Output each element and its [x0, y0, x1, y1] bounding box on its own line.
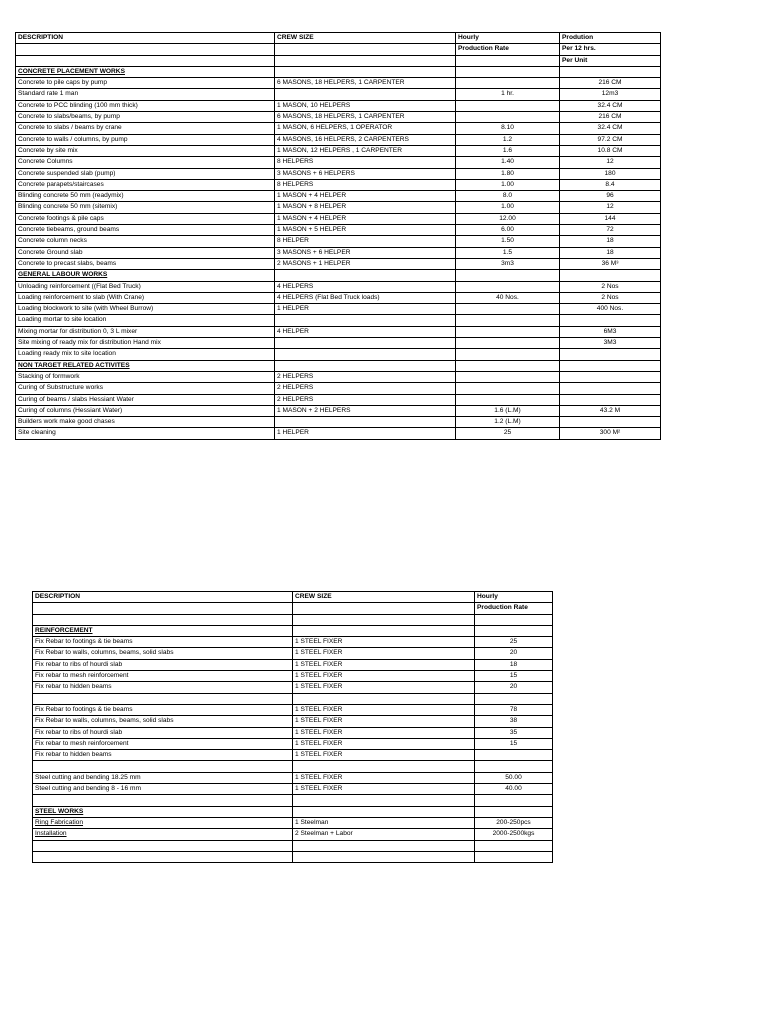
row-description: [33, 851, 293, 862]
row-production: 400 Nos.: [560, 304, 661, 315]
row-crew-size: 1 MASON + 4 HELPER: [275, 213, 456, 224]
row-crew-size: 8 HELPER: [275, 236, 456, 247]
blank-row: [33, 795, 553, 806]
row-description: [33, 761, 293, 772]
table-row: [33, 727, 553, 738]
row-description: Site cleaning: [16, 428, 275, 439]
row-hourly-rate: [475, 806, 553, 817]
header-hourly-rate: Production Rate: [475, 603, 553, 614]
section-title: GENERAL LABOUR WORKS: [16, 270, 275, 281]
row-hourly-rate: 25: [456, 428, 560, 439]
row-hourly-rate: [456, 371, 560, 382]
header-spacer: [16, 44, 275, 55]
row-hourly-rate: 1.00: [456, 202, 560, 213]
row-description: Loading mortar to site location: [16, 315, 275, 326]
row-description: Steel cutting and bending 18.25 mm: [33, 772, 293, 783]
row-production: 2 Nos: [560, 281, 661, 292]
row-crew-size: [275, 315, 456, 326]
row-crew-size: 6 MASONS, 18 HELPERS, 1 CARPENTER: [275, 78, 456, 89]
header-spacer: [456, 55, 560, 66]
row-hourly-rate: [456, 100, 560, 111]
row-crew-size: 2 Steelman + Labor: [293, 829, 475, 840]
table-row: [16, 417, 661, 428]
table-row: [16, 315, 661, 326]
row-description: Concrete suspended slab (pump): [16, 168, 275, 179]
blank-row: [33, 693, 553, 704]
row-hourly-rate: 1.6: [456, 145, 560, 156]
row-hourly-rate: 20: [475, 648, 553, 659]
row-crew-size: 1 STEEL FIXER: [293, 716, 475, 727]
row-crew-size: [275, 89, 456, 100]
row-production: 18: [560, 236, 661, 247]
row-crew-size: 1 MASON, 10 HELPERS: [275, 100, 456, 111]
row-crew-size: 1 HELPER: [275, 428, 456, 439]
row-description: Builders work make good chases: [16, 417, 275, 428]
row-hourly-rate: [456, 66, 560, 77]
table-row: [16, 78, 661, 89]
header-spacer: [33, 603, 293, 614]
row-hourly-rate: 40.00: [475, 784, 553, 795]
row-production: [560, 349, 661, 360]
table-row: [33, 648, 553, 659]
row-crew-size: 1 STEEL FIXER: [293, 637, 475, 648]
row-description: Unloading reinforcement ((Flat Bed Truck): [16, 281, 275, 292]
row-crew-size: 1 MASON, 12 HELPERS , 1 CARPENTER: [275, 145, 456, 156]
section-title: STEEL WORKS: [33, 806, 293, 817]
row-crew-size: 1 STEEL FIXER: [293, 772, 475, 783]
blank-row: [33, 840, 553, 851]
row-description: Mixing mortar for distribution 0, 3 L mixer: [16, 326, 275, 337]
row-hourly-rate: 2000-2500kgs: [475, 829, 553, 840]
section-header-row: [16, 66, 661, 77]
row-hourly-rate: 38: [475, 716, 553, 727]
table-row: [16, 428, 661, 439]
row-crew-size: [293, 625, 475, 636]
table-row: [16, 338, 661, 349]
row-production: 36 M³: [560, 258, 661, 269]
row-description: Fix Rebar to footings & tie beams: [33, 637, 293, 648]
row-crew-size: 1 MASON + 2 HELPERS: [275, 405, 456, 416]
row-description: Fix rebar to mesh reinforcement: [33, 671, 293, 682]
row-hourly-rate: 12.00: [456, 213, 560, 224]
row-description: Fix rebar to ribs of hourdi slab: [33, 727, 293, 738]
table-row: [16, 281, 661, 292]
row-hourly-rate: [456, 112, 560, 123]
header-crew-size: CREW SIZE: [275, 33, 456, 44]
table-row: [16, 123, 661, 134]
table-row: [16, 405, 661, 416]
table-row: [16, 258, 661, 269]
row-hourly-rate: 50.00: [475, 772, 553, 783]
row-description: Concrete parapets/staircases: [16, 179, 275, 190]
row-description: Steel cutting and bending 8 - 16 mm: [33, 784, 293, 795]
row-description: Curing of columns (Hessiant Water): [16, 405, 275, 416]
blank-row: [33, 614, 553, 625]
row-hourly-rate: [456, 304, 560, 315]
row-description: Loading reinforcement to slab (With Crane): [16, 292, 275, 303]
section-title: NON TARGET RELATED ACTIVITES: [16, 360, 275, 371]
row-hourly-rate: 8.10: [456, 123, 560, 134]
table-row: [16, 112, 661, 123]
row-description: Stacking of formwork: [16, 371, 275, 382]
row-hourly-rate: [475, 840, 553, 851]
row-crew-size: 1 STEEL FIXER: [293, 750, 475, 761]
table-row: [33, 682, 553, 693]
table-row: [16, 89, 661, 100]
row-crew-size: 4 HELPERS: [275, 281, 456, 292]
section-title: CONCRETE PLACEMENT WORKS: [16, 66, 275, 77]
row-hourly-rate: 1 hr.: [456, 89, 560, 100]
row-hourly-rate: [456, 315, 560, 326]
table-row: [33, 637, 553, 648]
row-production: 180: [560, 168, 661, 179]
table-row: [16, 202, 661, 213]
row-crew-size: 1 STEEL FIXER: [293, 727, 475, 738]
row-crew-size: [275, 360, 456, 371]
row-hourly-rate: [456, 349, 560, 360]
row-crew-size: 1 HELPER: [275, 304, 456, 315]
row-description: [33, 840, 293, 851]
row-description: Fix Rebar to walls, columns, beams, solid slabs: [33, 648, 293, 659]
table-row: [16, 191, 661, 202]
row-hourly-rate: [475, 851, 553, 862]
row-production: 32.4 CM: [560, 100, 661, 111]
row-crew-size: 1 MASON + 5 HELPER: [275, 225, 456, 236]
row-hourly-rate: 6.00: [456, 225, 560, 236]
row-description: Concrete to PCC blinding (100 mm thick): [16, 100, 275, 111]
row-hourly-rate: 8.0: [456, 191, 560, 202]
row-hourly-rate: 1.50: [456, 236, 560, 247]
section-title: REINFORCEMENT: [33, 625, 293, 636]
row-production: 12: [560, 202, 661, 213]
row-description: Fix Rebar to footings & tie beams: [33, 704, 293, 715]
row-production: 2 Nos: [560, 292, 661, 303]
row-hourly-rate: 1.6 (L.M): [456, 405, 560, 416]
row-description: Concrete column necks: [16, 236, 275, 247]
row-crew-size: [275, 270, 456, 281]
row-description: Fix rebar to mesh reinforcement: [33, 738, 293, 749]
row-crew-size: 4 HELPER: [275, 326, 456, 337]
row-hourly-rate: 1.00: [456, 179, 560, 190]
row-hourly-rate: 15: [475, 671, 553, 682]
row-crew-size: 4 MASONS, 16 HELPERS, 2 CARPENTERS: [275, 134, 456, 145]
table-row: [33, 784, 553, 795]
header-crew-size: CREW SIZE: [293, 592, 475, 603]
row-production: 8.4: [560, 179, 661, 190]
table-row: [16, 394, 661, 405]
row-description: Site mixing of ready mix for distribution Hand mix: [16, 338, 275, 349]
row-hourly-rate: 1.2 (L.M): [456, 417, 560, 428]
row-hourly-rate: 40 Nos.: [456, 292, 560, 303]
row-crew-size: [293, 795, 475, 806]
row-production: 43.2 M: [560, 405, 661, 416]
header-spacer: [275, 44, 456, 55]
row-hourly-rate: 18: [475, 659, 553, 670]
row-description: Concrete by site mix: [16, 145, 275, 156]
row-description: Concrete to pile caps by pump: [16, 78, 275, 89]
blank-row: [33, 761, 553, 772]
section-header-row: [33, 625, 553, 636]
row-hourly-rate: 3m3: [456, 258, 560, 269]
table-row: [33, 817, 553, 828]
row-description: Concrete Columns: [16, 157, 275, 168]
row-crew-size: 1 STEEL FIXER: [293, 738, 475, 749]
row-crew-size: 2 MASONS + 1 HELPER: [275, 258, 456, 269]
table-row: [16, 100, 661, 111]
table-row: [33, 704, 553, 715]
table-header-row: [16, 55, 661, 66]
row-crew-size: [293, 851, 475, 862]
row-production: 216 CM: [560, 78, 661, 89]
table-row: [16, 326, 661, 337]
row-production: 216 CM: [560, 112, 661, 123]
row-crew-size: 2 HELPERS: [275, 371, 456, 382]
header-hourly-rate: Production Rate: [456, 44, 560, 55]
table-row: [16, 213, 661, 224]
row-crew-size: [293, 693, 475, 704]
row-hourly-rate: 1.2: [456, 134, 560, 145]
row-production: [560, 360, 661, 371]
row-production: [560, 270, 661, 281]
row-crew-size: 1 STEEL FIXER: [293, 784, 475, 795]
row-crew-size: 1 STEEL FIXER: [293, 659, 475, 670]
table-row: [16, 349, 661, 360]
row-description: Concrete to slabs/beams, by pump: [16, 112, 275, 123]
row-hourly-rate: [456, 78, 560, 89]
table-row: [16, 304, 661, 315]
row-description: Concrete tiebeams, ground beams: [16, 225, 275, 236]
row-production: 12m3: [560, 89, 661, 100]
reinforcement-production-table: [32, 591, 553, 863]
row-production: [560, 383, 661, 394]
row-crew-size: 6 MASONS, 18 HELPERS, 1 CARPENTER: [275, 112, 456, 123]
table-row: [16, 179, 661, 190]
header-description: DESCRIPTION: [16, 33, 275, 44]
row-crew-size: [275, 349, 456, 360]
row-description: Fix rebar to hidden beams: [33, 682, 293, 693]
row-crew-size: 8 HELPERS: [275, 179, 456, 190]
row-hourly-rate: [456, 281, 560, 292]
row-crew-size: [275, 417, 456, 428]
row-hourly-rate: [456, 394, 560, 405]
row-description: Concrete to slabs / beams by crane: [16, 123, 275, 134]
table-row: [33, 738, 553, 749]
row-production: 72: [560, 225, 661, 236]
table-row: [16, 236, 661, 247]
row-production: 32.4 CM: [560, 123, 661, 134]
table-row: [16, 383, 661, 394]
table-row: [33, 829, 553, 840]
row-description: Blinding concrete 50 mm (readymix): [16, 191, 275, 202]
row-hourly-rate: [475, 795, 553, 806]
row-crew-size: 8 HELPERS: [275, 157, 456, 168]
row-production: 3M3: [560, 338, 661, 349]
row-description: Fix Rebar to walls, columns, beams, solid slabs: [33, 716, 293, 727]
row-description: Concrete to precast slabs, beams: [16, 258, 275, 269]
row-crew-size: [275, 338, 456, 349]
table-header-row: [16, 33, 661, 44]
row-production: 12: [560, 157, 661, 168]
row-production: [560, 417, 661, 428]
row-description: Curing of beams / slabs Hessiant Water: [16, 394, 275, 405]
row-description: [33, 693, 293, 704]
row-crew-size: 1 STEEL FIXER: [293, 671, 475, 682]
row-hourly-rate: 15: [475, 738, 553, 749]
row-hourly-rate: 35: [475, 727, 553, 738]
row-production: 18: [560, 247, 661, 258]
header-hourly: Hourly: [456, 33, 560, 44]
row-crew-size: 1 STEEL FIXER: [293, 682, 475, 693]
row-production: [560, 66, 661, 77]
row-description: [33, 795, 293, 806]
row-crew-size: 1 STEEL FIXER: [293, 648, 475, 659]
row-description: Concrete to walls / columns, by pump: [16, 134, 275, 145]
row-hourly-rate: 1.40: [456, 157, 560, 168]
table-row: [33, 750, 553, 761]
row-hourly-rate: [456, 326, 560, 337]
header-production-unit: Per Unit: [560, 55, 661, 66]
header-hourly: Hourly: [475, 592, 553, 603]
row-production: 96: [560, 191, 661, 202]
row-crew-size: [293, 614, 475, 625]
row-description: Fix rebar to hidden beams: [33, 750, 293, 761]
row-description: Blinding concrete 50 mm (sitemix): [16, 202, 275, 213]
row-production: 144: [560, 213, 661, 224]
table-row: [16, 371, 661, 382]
row-crew-size: [293, 840, 475, 851]
row-hourly-rate: 1.80: [456, 168, 560, 179]
row-crew-size: [275, 66, 456, 77]
row-crew-size: 4 HELPERS (Flat Bed Truck loads): [275, 292, 456, 303]
row-description: Standard rate 1 man: [16, 89, 275, 100]
row-production: 97.2 CM: [560, 134, 661, 145]
row-crew-size: [293, 806, 475, 817]
row-hourly-rate: [475, 761, 553, 772]
header-production: Prodution: [560, 33, 661, 44]
row-hourly-rate: [475, 614, 553, 625]
row-production: 6M3: [560, 326, 661, 337]
header-spacer: [16, 55, 275, 66]
header-production-period: Per 12 hrs.: [560, 44, 661, 55]
row-description: Concrete Ground slab: [16, 247, 275, 258]
section-header-row: [16, 270, 661, 281]
section-header-row: [33, 806, 553, 817]
section-header-row: [16, 360, 661, 371]
row-hourly-rate: 78: [475, 704, 553, 715]
table-row: [33, 772, 553, 783]
table-row: [16, 157, 661, 168]
row-crew-size: 1 Steelman: [293, 817, 475, 828]
header-description: DESCRIPTION: [33, 592, 293, 603]
row-hourly-rate: 20: [475, 682, 553, 693]
header-spacer: [293, 603, 475, 614]
row-hourly-rate: [475, 750, 553, 761]
labour-production-table: [15, 32, 661, 440]
row-hourly-rate: [456, 270, 560, 281]
row-production: [560, 371, 661, 382]
blank-row: [33, 851, 553, 862]
table-row: [33, 671, 553, 682]
row-description: Installation: [33, 829, 293, 840]
table-row: [33, 716, 553, 727]
row-crew-size: 1 MASON, 6 HELPERS, 1 OPERATOR: [275, 123, 456, 134]
row-hourly-rate: 200-250pcs: [475, 817, 553, 828]
row-crew-size: 1 MASON + 8 HELPER: [275, 202, 456, 213]
row-crew-size: [293, 761, 475, 772]
row-production: [560, 394, 661, 405]
row-hourly-rate: [475, 693, 553, 704]
table-row: [16, 292, 661, 303]
row-description: Curing of Substructure works: [16, 383, 275, 394]
row-description: Concrete footings & pile caps: [16, 213, 275, 224]
row-hourly-rate: [456, 383, 560, 394]
row-crew-size: 3 MASONS + 6 HELPERS: [275, 168, 456, 179]
row-description: Loading ready mix to site location: [16, 349, 275, 360]
row-crew-size: 2 HELPERS: [275, 394, 456, 405]
table-header-row: [16, 44, 661, 55]
row-description: [33, 614, 293, 625]
row-crew-size: 1 MASON + 4 HELPER: [275, 191, 456, 202]
row-description: Ring Fabrication: [33, 817, 293, 828]
table-row: [16, 225, 661, 236]
row-crew-size: 3 MASONS + 6 HELPER: [275, 247, 456, 258]
table-row: [16, 145, 661, 156]
table-row: [33, 659, 553, 670]
row-hourly-rate: [456, 338, 560, 349]
row-hourly-rate: [475, 625, 553, 636]
row-production: 10.8 CM: [560, 145, 661, 156]
row-crew-size: 2 HELPERS: [275, 383, 456, 394]
table-row: [16, 168, 661, 179]
row-hourly-rate: 25: [475, 637, 553, 648]
row-crew-size: 1 STEEL FIXER: [293, 704, 475, 715]
header-spacer: [275, 55, 456, 66]
table-row: [16, 134, 661, 145]
row-hourly-rate: [456, 360, 560, 371]
row-production: [560, 315, 661, 326]
table-header-row: [33, 603, 553, 614]
row-description: Fix rebar to ribs of hourdi slab: [33, 659, 293, 670]
table-header-row: [33, 592, 553, 603]
row-description: Loading blockwork to site (with Wheel Burrow): [16, 304, 275, 315]
row-production: 300 M²: [560, 428, 661, 439]
table-row: [16, 247, 661, 258]
row-hourly-rate: 1.5: [456, 247, 560, 258]
